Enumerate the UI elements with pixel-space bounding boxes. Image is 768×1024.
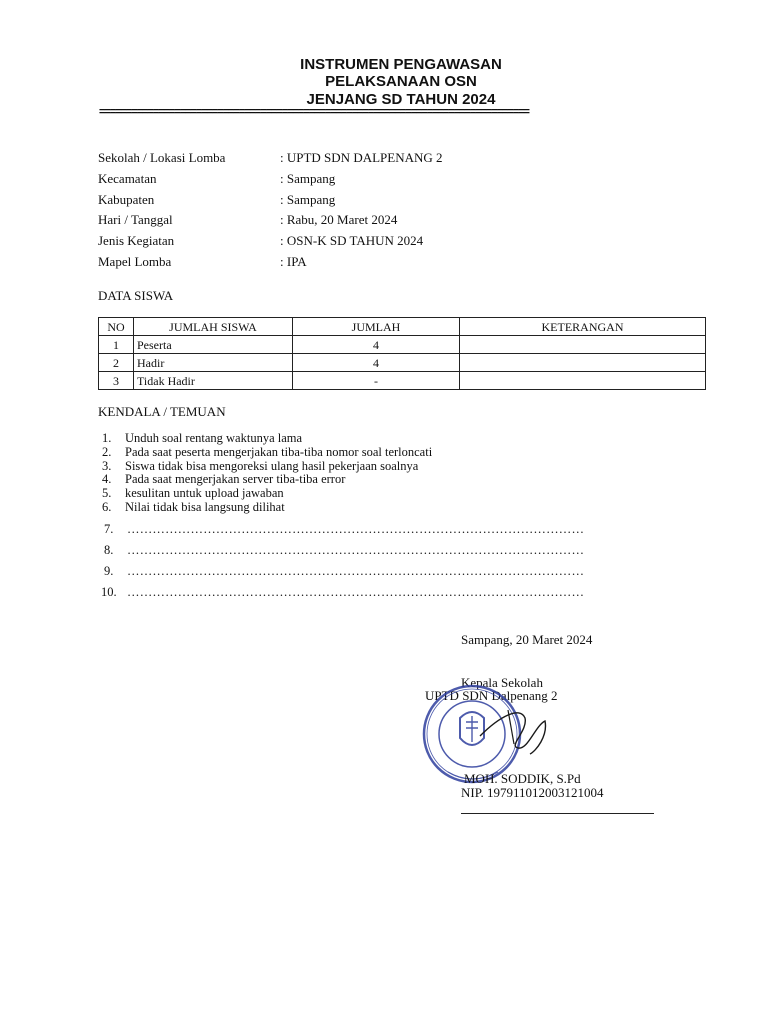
list-item [98, 487, 432, 501]
signer-position: Kepala Sekolah [461, 675, 543, 690]
item-number: 1. [102, 431, 112, 445]
info-value: : OSN-K SD TAHUN 2024 [280, 233, 424, 248]
dotted-line: ……………………………………………………………………………………………… [127, 564, 585, 578]
cell-jumlah: 4 [293, 354, 460, 372]
kendala-list [98, 432, 432, 515]
item-number: 10. [101, 585, 117, 599]
cell-keterangan [460, 372, 706, 390]
info-value: : Rabu, 20 Maret 2024 [280, 212, 398, 227]
item-number: 9. [104, 564, 114, 578]
cell-jumlah: - [293, 372, 460, 390]
signature-underline [461, 813, 654, 814]
signer-institution: UPTD SDN Dalpenang 2 [425, 688, 558, 703]
cell-keterangan [460, 336, 706, 354]
info-label: Kecamatan [98, 171, 157, 186]
data-siswa-table [98, 317, 706, 390]
info-label: Jenis Kegiatan [98, 233, 175, 248]
info-value: : UPTD SDN DALPENANG 2 [280, 150, 443, 165]
item-text: Pada saat peserta mengerjakan tiba-tiba nomor soal terloncati [125, 444, 433, 459]
dotted-line: ……………………………………………………………………………………………… [127, 522, 585, 536]
column-header: JUMLAH SISWA [134, 318, 293, 336]
item-number: 2. [102, 444, 112, 459]
item-number: 8. [104, 543, 114, 557]
info-label: Hari / Tanggal [98, 212, 173, 227]
cell-keterangan [460, 354, 706, 372]
info-label: Kabupaten [98, 192, 155, 207]
item-text: Siswa tidak bisa mengoreksi ulang hasil pekerjaan soalnya [125, 458, 419, 473]
item-text: Unduh soal rentang waktunya lama [125, 431, 303, 445]
column-header: NO [99, 318, 134, 336]
item-text: Pada saat mengerjakan server tiba-tiba error [125, 472, 346, 487]
title-line-2: PELAKSANAAN OSN [325, 73, 477, 90]
section-heading-kendala: KENDALA / TEMUAN [98, 404, 226, 419]
cell-no: 3 [99, 372, 134, 390]
item-text: Nilai tidak bisa langsung dilihat [125, 499, 285, 514]
list-item [98, 501, 432, 515]
section-heading-data-siswa: DATA SISWA [98, 288, 174, 303]
column-header: JUMLAH [293, 318, 460, 336]
item-number: 6. [102, 499, 112, 514]
cell-jenis: Hadir [134, 354, 293, 372]
title-line-3: JENJANG SD TAHUN 2024 [306, 91, 496, 108]
table-row [99, 354, 706, 372]
item-number: 4. [102, 472, 112, 487]
item-number: 7. [104, 522, 114, 536]
item-number: 5. [102, 486, 112, 501]
column-header: KETERANGAN [460, 318, 706, 336]
title-line-1: INSTRUMEN PENGAWASAN [300, 56, 502, 73]
item-number: 3. [102, 458, 112, 473]
info-value: : Sampang [280, 171, 336, 186]
signer-name: MOH. SODDIK, S.Pd [464, 771, 581, 786]
cell-jumlah: 4 [293, 336, 460, 354]
table-row [99, 336, 706, 354]
table-row [99, 372, 706, 390]
cell-no: 2 [99, 354, 134, 372]
info-label: Sekolah / Lokasi Lomba [98, 150, 226, 165]
header-double-rule: ================================================================================ [99, 106, 529, 118]
cell-jenis: Tidak Hadir [134, 372, 293, 390]
cell-no: 1 [99, 336, 134, 354]
list-item [98, 432, 432, 446]
info-value: : Sampang [280, 192, 336, 207]
info-value: : IPA [280, 254, 307, 269]
item-text: kesulitan untuk upload jawaban [125, 486, 284, 501]
signer-nip: NIP. 197911012003121004 [461, 785, 604, 800]
dotted-line: ……………………………………………………………………………………………… [127, 585, 585, 599]
list-item [98, 446, 432, 460]
list-item [98, 473, 432, 487]
place-date: Sampang, 20 Maret 2024 [461, 632, 593, 647]
list-item [98, 460, 432, 474]
info-label: Mapel Lomba [98, 254, 172, 269]
cell-jenis: Peserta [134, 336, 293, 354]
dotted-line: ……………………………………………………………………………………………… [127, 543, 585, 557]
table-header-row [99, 318, 706, 336]
